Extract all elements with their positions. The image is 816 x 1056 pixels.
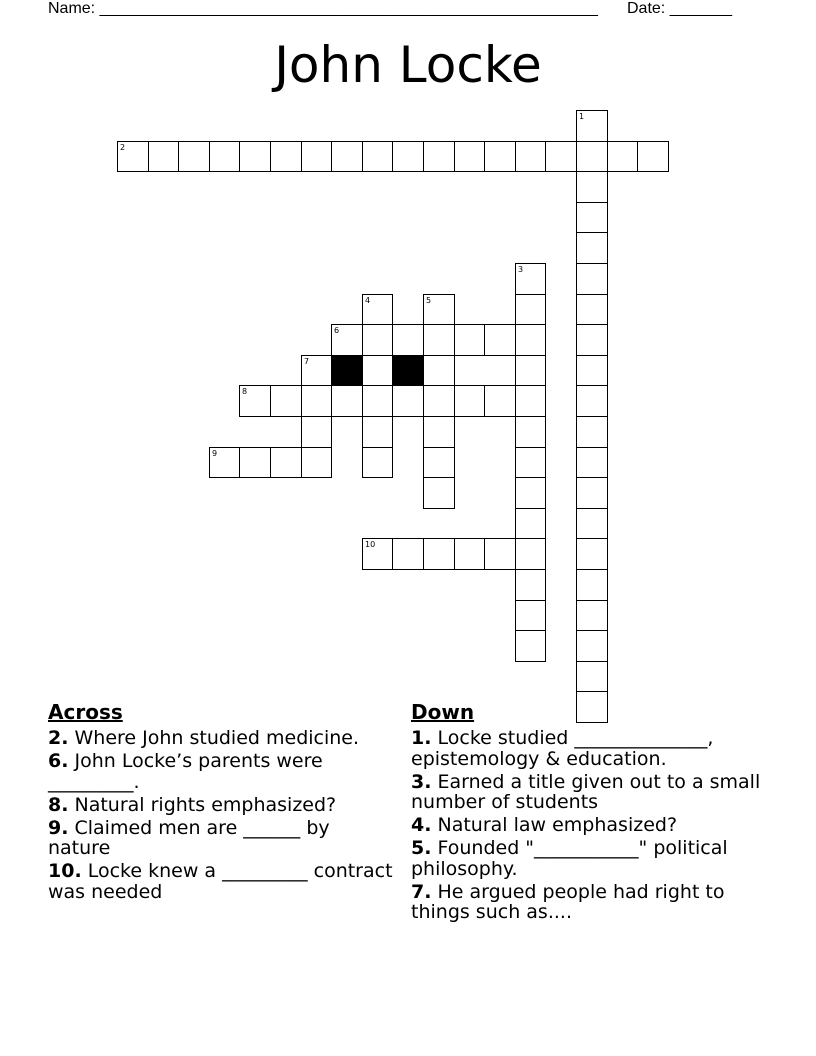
- answer-cell[interactable]: [515, 385, 546, 417]
- answer-cell[interactable]: [515, 324, 546, 356]
- answer-cell[interactable]: [239, 385, 271, 417]
- answer-cell[interactable]: [423, 447, 455, 478]
- down-clue-3: [411, 772, 776, 813]
- answer-cell[interactable]: [515, 355, 546, 386]
- date-field-line: Date: _______: [627, 0, 732, 17]
- answer-cell[interactable]: [515, 294, 546, 325]
- clue-number: 10.: [48, 860, 82, 882]
- answer-cell[interactable]: [423, 324, 455, 356]
- clue-number-label: 2: [120, 143, 126, 152]
- clue-number-label: 1: [579, 112, 585, 121]
- answer-cell[interactable]: [576, 569, 608, 601]
- clue-text: Locke knew a _________ contract was needed: [48, 860, 393, 903]
- answer-cell[interactable]: [576, 324, 608, 356]
- answer-cell[interactable]: [423, 294, 455, 325]
- across-clue-8: [48, 795, 393, 816]
- answer-cell[interactable]: [331, 324, 363, 356]
- clue-number: 5.: [411, 837, 432, 859]
- answer-cell[interactable]: [576, 385, 608, 417]
- answer-cell[interactable]: [576, 141, 608, 172]
- answer-cell[interactable]: [454, 141, 485, 172]
- answer-cell[interactable]: [576, 294, 608, 325]
- answer-cell[interactable]: [270, 385, 302, 417]
- answer-cell[interactable]: [576, 171, 608, 203]
- answer-cell[interactable]: [454, 324, 485, 356]
- answer-cell[interactable]: [362, 141, 393, 172]
- answer-cell[interactable]: [362, 416, 393, 448]
- across-heading: Across: [48, 700, 123, 724]
- answer-cell[interactable]: [576, 232, 608, 264]
- answer-cell[interactable]: [209, 141, 240, 172]
- clue-text: Locke studied ______________, epistemology & education.: [411, 727, 714, 770]
- answer-cell[interactable]: [515, 538, 546, 570]
- answer-cell[interactable]: [117, 141, 149, 172]
- clue-text: He argued people had right to things such as....: [411, 880, 725, 923]
- answer-cell[interactable]: [576, 508, 608, 539]
- clue-text: Natural law emphasized?: [431, 814, 678, 836]
- answer-cell[interactable]: [576, 263, 608, 295]
- clue-number-label: 7: [304, 357, 310, 366]
- answer-cell[interactable]: [362, 324, 393, 356]
- clue-number: 3.: [411, 770, 432, 793]
- across-clue-2: [48, 728, 393, 749]
- answer-cell[interactable]: [362, 385, 393, 417]
- clue-number-label: 6: [334, 326, 340, 335]
- answer-cell[interactable]: [515, 141, 546, 172]
- answer-cell[interactable]: [362, 355, 393, 386]
- answer-cell[interactable]: [484, 324, 516, 356]
- page-title: John Locke: [274, 36, 542, 94]
- answer-cell[interactable]: [301, 141, 332, 172]
- answer-cell[interactable]: [148, 141, 179, 172]
- answer-cell[interactable]: [576, 447, 608, 478]
- clue-text: Earned a title given out to a small number of students: [411, 770, 761, 813]
- clue-text: Where John studied medicine.: [68, 727, 360, 749]
- clue-number: 1.: [411, 727, 432, 749]
- answer-cell[interactable]: [515, 263, 546, 295]
- answer-cell[interactable]: [270, 447, 302, 478]
- across-clue-6: [48, 751, 393, 792]
- clue-number: 2.: [48, 727, 69, 749]
- answer-cell[interactable]: [301, 416, 332, 448]
- clue-number-label: 9: [212, 449, 218, 458]
- across-clue-9: [48, 818, 393, 859]
- answer-cell[interactable]: [576, 661, 608, 692]
- answer-cell[interactable]: [301, 355, 332, 386]
- across-clue-10: [48, 861, 393, 902]
- answer-cell[interactable]: [392, 385, 424, 417]
- clue-text: John Locke’s parents were _________.: [48, 750, 323, 793]
- answer-cell[interactable]: [301, 385, 332, 417]
- clue-number: 4.: [411, 814, 432, 836]
- answer-cell[interactable]: [484, 385, 516, 417]
- answer-cell[interactable]: [515, 416, 546, 448]
- answer-cell[interactable]: [423, 416, 455, 448]
- clue-number: 7.: [411, 880, 432, 903]
- answer-cell[interactable]: [515, 508, 546, 539]
- clue-text: Founded "___________" political philosophy.: [411, 837, 728, 880]
- answer-cell[interactable]: [515, 569, 546, 601]
- answer-cell[interactable]: [576, 355, 608, 386]
- clue-number-label: 3: [518, 265, 524, 274]
- clue-number-label: 5: [426, 296, 432, 305]
- clue-number-label: 4: [365, 296, 371, 305]
- black-square: [392, 355, 424, 386]
- answer-cell[interactable]: [515, 600, 546, 631]
- answer-cell[interactable]: [423, 355, 455, 386]
- answer-cell[interactable]: [423, 538, 455, 570]
- answer-cell[interactable]: [545, 141, 577, 172]
- answer-cell[interactable]: [331, 385, 363, 417]
- answer-cell[interactable]: [515, 447, 546, 478]
- black-square: [331, 355, 363, 386]
- answer-cell[interactable]: [423, 385, 455, 417]
- answer-cell[interactable]: [392, 141, 424, 172]
- answer-cell[interactable]: [362, 538, 393, 570]
- answer-cell[interactable]: [392, 538, 424, 570]
- answer-cell[interactable]: [576, 600, 608, 631]
- answer-cell[interactable]: [392, 324, 424, 356]
- down-clue-4: [411, 815, 776, 836]
- down-clue-7: [411, 882, 776, 923]
- across-clue-list: [48, 728, 393, 905]
- clue-number: 8.: [48, 793, 69, 816]
- answer-cell[interactable]: [515, 477, 546, 509]
- answer-cell[interactable]: [454, 538, 485, 570]
- clue-number-label: 8: [242, 387, 248, 396]
- answer-cell[interactable]: [576, 202, 608, 233]
- answer-cell[interactable]: [576, 416, 608, 448]
- down-heading: Down: [411, 700, 475, 724]
- answer-cell[interactable]: [454, 385, 485, 417]
- answer-cell[interactable]: [576, 630, 608, 662]
- answer-cell[interactable]: [423, 141, 455, 172]
- answer-cell[interactable]: [484, 538, 516, 570]
- down-clue-list: [411, 728, 776, 925]
- answer-cell[interactable]: [270, 141, 302, 172]
- answer-cell[interactable]: [239, 141, 271, 172]
- down-clue-1: [411, 728, 776, 769]
- clue-text: Claimed men are ______ by nature: [48, 816, 330, 859]
- clue-number: 9.: [48, 816, 69, 839]
- answer-cell[interactable]: [209, 447, 240, 478]
- answer-cell[interactable]: [362, 294, 393, 325]
- answer-cell[interactable]: [484, 141, 516, 172]
- answer-cell[interactable]: [423, 477, 455, 509]
- name-field-line: Name: ________________________________________________________: [48, 0, 598, 17]
- clue-text: Natural rights emphasized?: [68, 793, 337, 816]
- answer-cell[interactable]: [576, 538, 608, 570]
- answer-cell[interactable]: [637, 141, 669, 172]
- answer-cell[interactable]: [331, 141, 363, 172]
- answer-cell[interactable]: [576, 477, 608, 509]
- answer-cell[interactable]: [301, 447, 332, 478]
- answer-cell[interactable]: [515, 630, 546, 662]
- answer-cell[interactable]: [576, 110, 608, 142]
- answer-cell[interactable]: [239, 447, 271, 478]
- clue-number: 6.: [48, 750, 69, 772]
- answer-cell[interactable]: [178, 141, 210, 172]
- answer-cell[interactable]: [576, 691, 608, 723]
- clue-number-label: 10: [365, 540, 376, 549]
- answer-cell[interactable]: [607, 141, 638, 172]
- down-clue-5: [411, 838, 776, 879]
- answer-cell[interactable]: [362, 447, 393, 478]
